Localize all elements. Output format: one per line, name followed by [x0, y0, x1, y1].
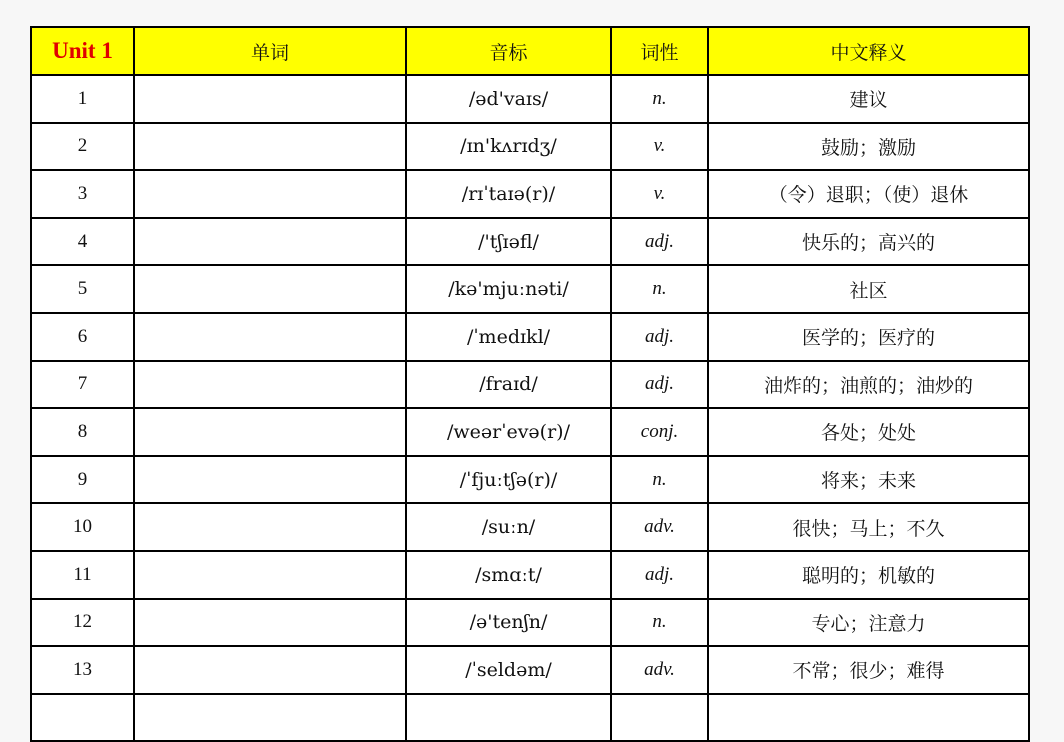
table-row	[31, 503, 1029, 551]
phonetic-cell: /suːn/	[406, 503, 611, 551]
row-number: 13	[31, 646, 134, 694]
row-number: 4	[31, 218, 134, 266]
word-cell[interactable]	[134, 599, 406, 647]
table-row	[31, 170, 1029, 218]
pos-cell: n.	[611, 265, 708, 313]
pos-cell: v.	[611, 123, 708, 171]
row-number: 8	[31, 408, 134, 456]
row-number: 6	[31, 313, 134, 361]
meaning-cell: 很快；马上；不久	[708, 503, 1029, 551]
word-column-header: 单词	[134, 27, 406, 75]
pos-cell: n.	[611, 599, 708, 647]
table-row	[31, 456, 1029, 504]
phonetic-cell: /ɪn'kʌrɪdʒ/	[406, 123, 611, 171]
phonetic-cell: /'tʃɪəfl/	[406, 218, 611, 266]
meaning-cell	[708, 694, 1029, 742]
phonetic-cell	[406, 694, 611, 742]
row-number: 1	[31, 75, 134, 123]
pos-cell: conj.	[611, 408, 708, 456]
unit-header: Unit 1	[31, 27, 134, 75]
table-row	[31, 218, 1029, 266]
row-number: 11	[31, 551, 134, 599]
pos-cell: v.	[611, 170, 708, 218]
pos-cell: n.	[611, 456, 708, 504]
phonetic-cell: /ˈfjuːtʃə(r)/	[406, 456, 611, 504]
phonetic-cell: /smɑːt/	[406, 551, 611, 599]
table-row	[31, 646, 1029, 694]
meaning-cell: 快乐的；高兴的	[708, 218, 1029, 266]
meaning-cell: 医学的；医疗的	[708, 313, 1029, 361]
table-row	[31, 75, 1029, 123]
meaning-cell: 各处；处处	[708, 408, 1029, 456]
word-cell[interactable]	[134, 123, 406, 171]
word-cell[interactable]	[134, 408, 406, 456]
meaning-cell: 建议	[708, 75, 1029, 123]
table-row-partial	[31, 694, 1029, 742]
word-cell[interactable]	[134, 503, 406, 551]
word-cell[interactable]	[134, 218, 406, 266]
table-row	[31, 123, 1029, 171]
word-cell[interactable]	[134, 646, 406, 694]
meaning-cell: 不常；很少；难得	[708, 646, 1029, 694]
row-number	[31, 694, 134, 742]
phonetic-cell: /fraɪd/	[406, 361, 611, 409]
phonetic-cell: /ə'tenʃn/	[406, 599, 611, 647]
pos-cell: adj.	[611, 313, 708, 361]
phonetic-cell: /kə'mjuːnəti/	[406, 265, 611, 313]
word-cell[interactable]	[134, 456, 406, 504]
phonetic-cell: /ˈmedɪkl/	[406, 313, 611, 361]
pos-cell: n.	[611, 75, 708, 123]
row-number: 9	[31, 456, 134, 504]
phonetic-cell: /ˈseldəm/	[406, 646, 611, 694]
pos-cell: adj.	[611, 218, 708, 266]
row-number: 5	[31, 265, 134, 313]
pos-cell: adv.	[611, 503, 708, 551]
table-row	[31, 551, 1029, 599]
phonetic-column-header: 音标	[406, 27, 611, 75]
meaning-column-header: 中文释义	[708, 27, 1029, 75]
meaning-cell: 将来；未来	[708, 456, 1029, 504]
vocabulary-table	[30, 26, 1030, 742]
table-header-row	[31, 27, 1029, 75]
word-cell[interactable]	[134, 361, 406, 409]
row-number: 7	[31, 361, 134, 409]
meaning-cell: 聪明的；机敏的	[708, 551, 1029, 599]
pos-cell: adv.	[611, 646, 708, 694]
row-number: 10	[31, 503, 134, 551]
phonetic-cell: /əd'vaɪs/	[406, 75, 611, 123]
row-number: 12	[31, 599, 134, 647]
pos-column-header: 词性	[611, 27, 708, 75]
word-cell[interactable]	[134, 551, 406, 599]
pos-cell: adj.	[611, 361, 708, 409]
word-cell[interactable]	[134, 265, 406, 313]
meaning-cell: （令）退职；（使）退休	[708, 170, 1029, 218]
table-row	[31, 361, 1029, 409]
meaning-cell: 鼓励；激励	[708, 123, 1029, 171]
meaning-cell: 社区	[708, 265, 1029, 313]
phonetic-cell: /weərˈevə(r)/	[406, 408, 611, 456]
pos-cell: adj.	[611, 551, 708, 599]
phonetic-cell: /rɪˈtaɪə(r)/	[406, 170, 611, 218]
word-cell[interactable]	[134, 313, 406, 361]
meaning-cell: 专心；注意力	[708, 599, 1029, 647]
pos-cell	[611, 694, 708, 742]
table-row	[31, 599, 1029, 647]
meaning-cell: 油炸的；油煎的；油炒的	[708, 361, 1029, 409]
row-number: 2	[31, 123, 134, 171]
word-cell[interactable]	[134, 75, 406, 123]
word-cell[interactable]	[134, 170, 406, 218]
word-cell[interactable]	[134, 694, 406, 742]
table-row	[31, 408, 1029, 456]
table-row	[31, 265, 1029, 313]
table-row	[31, 313, 1029, 361]
table-body	[31, 75, 1029, 741]
row-number: 3	[31, 170, 134, 218]
